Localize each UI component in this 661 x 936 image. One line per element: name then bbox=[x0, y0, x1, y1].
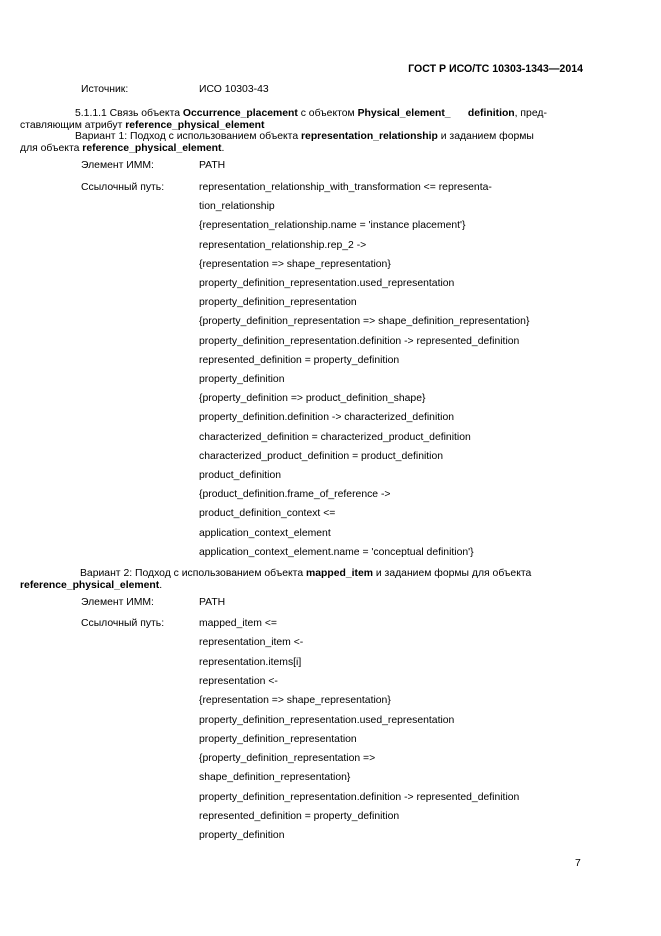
path-line: representation_relationship.rep_2 -> bbox=[199, 239, 367, 251]
path-line: tion_relationship bbox=[199, 201, 275, 213]
page-number: 7 bbox=[575, 858, 581, 869]
path-line: property_definition bbox=[199, 830, 285, 842]
path-line: property_definition_representation.definition -> represented_definition bbox=[199, 791, 520, 803]
path-line: representation_item <- bbox=[199, 637, 304, 649]
path-line: {product_definition.frame_of_reference -> bbox=[199, 489, 391, 501]
path-line: representation_relationship_with_transformation <= representa- bbox=[199, 182, 492, 193]
clause-text: ставляющим атрибут bbox=[20, 119, 126, 131]
path-line: representation <- bbox=[199, 675, 278, 687]
clause-text: , пред- bbox=[514, 108, 547, 119]
path-line: property_definition_representation.used_representation bbox=[199, 714, 455, 726]
clause-gap bbox=[451, 108, 468, 119]
clause-entity-occurrence: Occurrence_placement bbox=[182, 108, 298, 119]
path-line: represented_definition = property_definition bbox=[199, 354, 400, 366]
path-line: represented_definition = property_definition bbox=[199, 811, 400, 822]
clause-attribute: reference_physical_element bbox=[125, 119, 265, 131]
variant1-paragraph bbox=[20, 131, 584, 154]
source-value: ИСО 10303-43 bbox=[199, 84, 269, 95]
clause-entity-definition: definition bbox=[467, 108, 515, 119]
path-line: property_definition_representation bbox=[199, 297, 357, 309]
clause-text: с объектом bbox=[297, 108, 358, 119]
variant1-entity: representation_relationship bbox=[301, 131, 438, 142]
path-line: {representation_relationship.name = 'instance placement'} bbox=[199, 220, 466, 232]
path-line: characterized_definition = characterized_product_definition bbox=[199, 431, 471, 443]
variant1-text: для объекта bbox=[20, 142, 83, 154]
path-line: mapped_item <= bbox=[199, 618, 277, 629]
source-label: Источник: bbox=[81, 84, 129, 95]
variant2-paragraph bbox=[20, 568, 584, 591]
variant2-imm-value: PATH bbox=[199, 597, 226, 608]
path-line: {representation => shape_representation} bbox=[199, 695, 391, 707]
path-line: application_context_element bbox=[199, 527, 331, 539]
path-line: property_definition_representation bbox=[199, 733, 357, 745]
clause-entity-physical: Physical_element_ bbox=[357, 108, 451, 119]
path-line: {representation => shape_representation} bbox=[199, 258, 391, 270]
path-line: {property_definition_representation => bbox=[199, 753, 376, 765]
variant1-text: Вариант 1: Подход с использованием объекта bbox=[75, 131, 301, 142]
variant1-text: . bbox=[221, 142, 225, 154]
path-line: property_definition_representation.definition -> represented_definition bbox=[199, 335, 520, 347]
path-line: {property_definition => product_definition_shape} bbox=[199, 393, 426, 405]
path-line: {property_definition_representation => shape_definition_representation} bbox=[199, 316, 530, 328]
path-line: application_context_element.name = 'conceptual definition'} bbox=[199, 546, 474, 558]
variant2-path-label: Ссылочный путь: bbox=[81, 618, 165, 629]
variant1-imm-value: PATH bbox=[199, 160, 226, 171]
clause-paragraph bbox=[20, 108, 584, 131]
path-line: characterized_product_definition = product_definition bbox=[199, 450, 444, 462]
path-line: representation.items[i] bbox=[199, 656, 302, 668]
variant1-path-label: Ссылочный путь: bbox=[81, 182, 165, 193]
path-line: product_definition_context <= bbox=[199, 508, 336, 520]
variant1-text: и заданием формы bbox=[437, 131, 534, 142]
variant2-text: . bbox=[159, 579, 163, 591]
variant1-imm-label: Элемент ИММ: bbox=[81, 160, 154, 171]
variant2-text: Вариант 2: Подход с использованием объекта bbox=[80, 568, 306, 579]
path-line: property_definition_representation.used_representation bbox=[199, 278, 455, 289]
path-line: property_definition bbox=[199, 374, 285, 385]
path-line: property_definition.definition -> characterized_definition bbox=[199, 412, 455, 424]
variant2-entity: mapped_item bbox=[306, 568, 373, 579]
document-header: ГОСТ Р ИСО/ТС 10303-1343—2014 bbox=[408, 63, 583, 75]
clause-text: 5.1.1.1 Связь объекта bbox=[75, 108, 183, 119]
variant2-imm-label: Элемент ИММ: bbox=[81, 597, 154, 608]
variant2-text: и заданием формы для объекта bbox=[372, 568, 532, 579]
path-line: shape_definition_representation} bbox=[199, 772, 351, 784]
variant2-attribute: reference_physical_element bbox=[20, 579, 160, 591]
variant1-attribute: reference_physical_element bbox=[82, 142, 222, 154]
path-line: product_definition bbox=[199, 470, 282, 481]
